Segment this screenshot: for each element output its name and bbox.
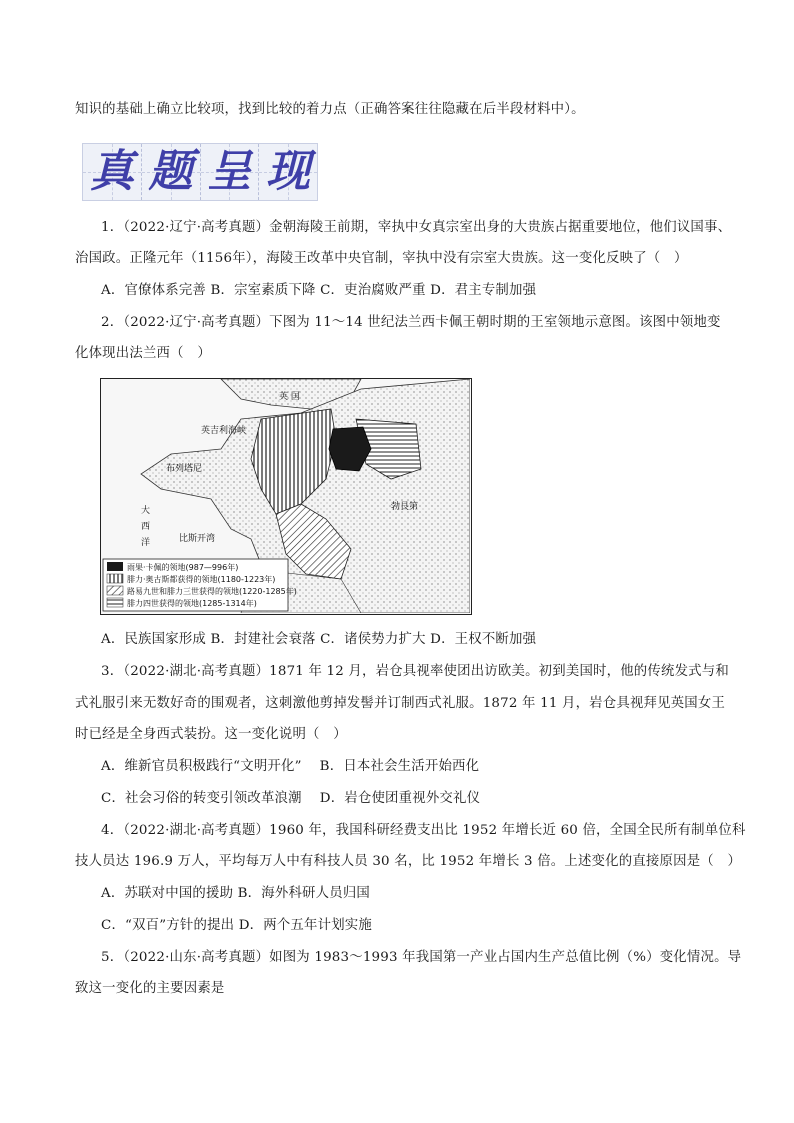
legend-label-hugh-capet: 雨果·卡佩的领地(987—996年) bbox=[127, 563, 239, 572]
banner-cell bbox=[259, 144, 317, 200]
legend-label-louis-ix: 路易九世和腓力三世获得的领地(1220-1285年) bbox=[127, 587, 297, 596]
banner-cell bbox=[142, 144, 201, 200]
legend-label-philip-augustus: 腓力·奥古斯都获得的领地(1180-1223年) bbox=[127, 575, 276, 584]
legend-swatch-louis-ix bbox=[107, 586, 123, 595]
banner-cell bbox=[201, 144, 260, 200]
q4-line-1: 4．（2022·湖北·高考真题）1960 年，我国科研经费支出比 1952 年增长近 60 倍，全国全民所有制单位科 bbox=[101, 823, 746, 838]
banner-char: 真 bbox=[89, 146, 134, 197]
q1-line-1: 1．（2022·辽宁·高考真题）金朝海陵王前期，宰执中女真宗室出身的大贵族占据重要地位，他们议国事、 bbox=[101, 220, 732, 235]
q3-line-2: 式礼服引来无数好奇的围观者，这刺激他剪掉发髻并订制西式礼服。1872 年 11 月，岩仓具视拜见英国女王 bbox=[75, 696, 726, 711]
map-svg bbox=[101, 379, 470, 613]
q4-line-2: 技人员达 196.9 万人，平均每万人中有科技人员 30 名，比 1952 年增长 3 倍。上述变化的直接原因是（ ） bbox=[75, 854, 742, 869]
q3-line-1: 3．（2022·湖北·高考真题）1871 年 12 月，岩仓具视率使团出访欧美。初到美国时，他的传统发式与和 bbox=[101, 664, 729, 679]
q4-options-1: A．苏联对中国的援助 B．海外科研人员归国 bbox=[101, 886, 370, 901]
q1-options: A．官僚体系完善 B．宗室素质下降 C．吏治腐败严重 D．君主专制加强 bbox=[101, 283, 537, 298]
q3-options-1: A．维新官员积极践行“文明开化” B．日本社会生活开始西化 bbox=[101, 759, 480, 774]
map-label-north: 英 国 bbox=[279, 392, 300, 402]
q3-options-2: C．社会习俗的转变引领改革浪潮 D．岩仓使团重视外交礼仪 bbox=[101, 791, 481, 806]
banner-char: 题 bbox=[148, 146, 193, 197]
legend-label-philip-iv: 腓力四世获得的领地(1285-1314年) bbox=[127, 599, 257, 608]
q5-line-1: 5．（2022·山东·高考真题）如图为 1983～1993 年我国第一产业占国内生产总值比例（%）变化情况。导 bbox=[101, 950, 742, 965]
banner-char: 现 bbox=[266, 146, 311, 197]
q2-line-1: 2．（2022·辽宁·高考真题）下图为 11～14 世纪法兰西卡佩王朝时期的王室领地示意图。该图中领地变 bbox=[101, 315, 721, 330]
legend-swatch-hugh-capet bbox=[107, 562, 123, 571]
legend-swatch-philip-iv bbox=[107, 598, 123, 607]
legend-swatch-philip-augustus bbox=[107, 574, 123, 583]
intro-text: 知识的基础上确立比较项，找到比较的着力点（正确答案往往隐藏在后半段材料中）。 bbox=[75, 102, 585, 117]
map-label-atlantic-1: 大 bbox=[141, 506, 151, 516]
map-label-burgundy: 勃艮第 bbox=[391, 502, 419, 512]
q3-line-3: 时已经是全身西式装扮。这一变化说明（ ） bbox=[75, 727, 347, 742]
q2-line-2: 化体现出法兰西（ ） bbox=[75, 346, 211, 361]
france-map-figure bbox=[100, 378, 472, 615]
section-banner bbox=[82, 143, 318, 201]
map-label-biscay: 比斯开湾 bbox=[179, 534, 216, 544]
q4-options-2: C．“双百”方针的提出 D．两个五年计划实施 bbox=[101, 918, 372, 933]
banner-char: 呈 bbox=[207, 146, 252, 197]
map-label-atlantic-3: 洋 bbox=[141, 538, 151, 548]
banner-cell bbox=[83, 144, 142, 200]
q1-line-2: 治国政。正隆元年（1156年），海陵王改革中央官制，宰执中没有宗室大贵族。这一变化反映了（ ） bbox=[75, 251, 688, 266]
map-label-channel: 英吉利海峡 bbox=[201, 426, 247, 436]
q2-options: A．民族国家形成 B．封建社会衰落 C．诸侯势力扩大 D．王权不断加强 bbox=[101, 632, 537, 647]
q5-line-2: 致这一变化的主要因素是 bbox=[75, 981, 225, 996]
map-label-atlantic-2: 西 bbox=[141, 522, 151, 532]
map-label-brittany: 布列塔尼 bbox=[166, 464, 203, 474]
